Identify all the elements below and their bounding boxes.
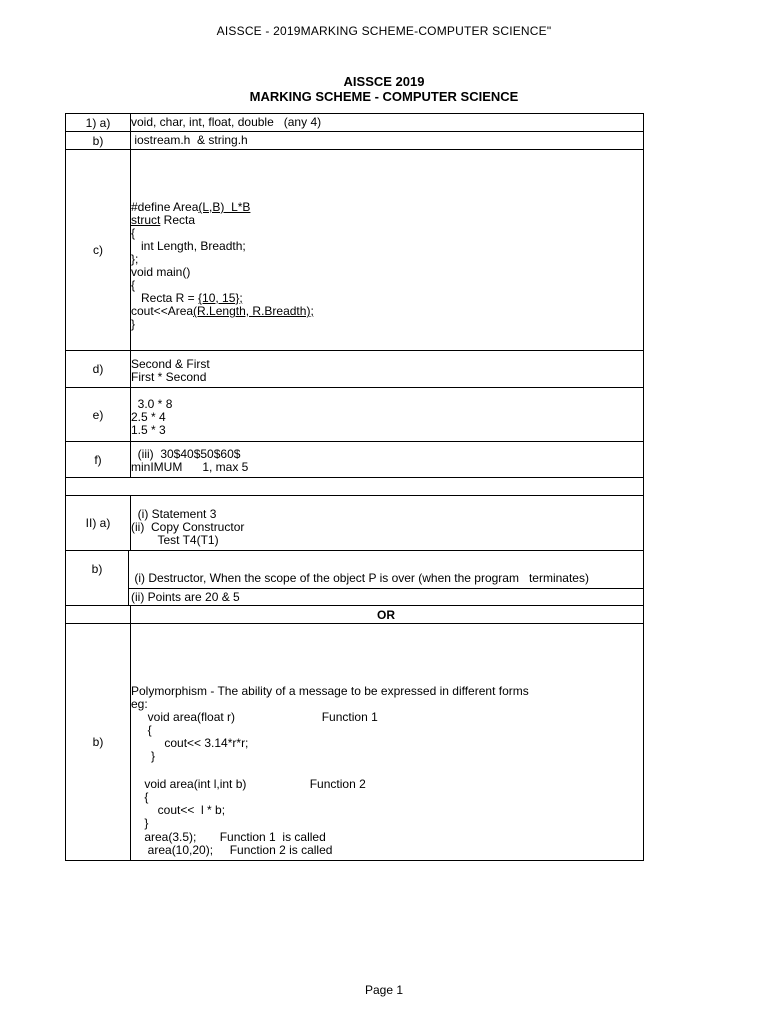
page-number: Page 1 (364, 983, 404, 997)
answer-text: (i) Statement 3 (131, 507, 217, 521)
answer-text: minIMUM 1, max 5 (131, 460, 249, 474)
code-line: area(3.5); Function 1 is called (131, 830, 326, 844)
answer-text: Second & First (131, 357, 210, 371)
page-subtitle: MARKING SCHEME - COMPUTER SCIENCE (249, 89, 519, 104)
question-label: b) (65, 624, 131, 861)
code-line: int Length, Breadth; (131, 239, 246, 253)
code-line: #define Area(L,B) L*B (131, 200, 251, 214)
page-title: AISSCE 2019 (343, 74, 425, 89)
code-line: { (131, 790, 149, 804)
answer-text: (i) Destructor, When the scope of the object P is over (when the program terminates) (131, 571, 589, 585)
question-label: b) (65, 132, 131, 150)
code-line: cout<< l * b; (131, 803, 226, 817)
document-header: AISSCE - 2019MARKING SCHEME-COMPUTER SCIENCE" (216, 24, 552, 38)
question-label: b) (65, 551, 129, 606)
code-line: } (131, 816, 149, 830)
row-2a (65, 496, 644, 551)
question-label: c) (65, 150, 131, 351)
question-label: f) (65, 442, 131, 478)
answer-text: 1.5 * 3 (131, 423, 166, 437)
answer-text: iostream.h & string.h (131, 133, 248, 147)
row-1b (65, 132, 644, 150)
or-row (65, 606, 644, 624)
row-1d (65, 351, 644, 388)
row-2b-or (65, 624, 644, 861)
code-line: cout<< 3.14*r*r; (131, 736, 249, 750)
code-line: { (131, 226, 136, 240)
answer-text: Test T4(T1) (131, 533, 219, 547)
row-1f (65, 442, 644, 478)
code-line: { (131, 723, 152, 737)
question-label: II) a) (65, 496, 131, 551)
question-label: e) (65, 388, 131, 442)
question-label: d) (65, 351, 131, 388)
code-line: cout<<Area(R.Length, R.Breadth); (131, 304, 314, 318)
code-line: area(10,20); Function 2 is called (131, 843, 333, 857)
answer-text: Polymorphism - The ability of a message to be expressed in different forms (131, 684, 529, 698)
code-line: void main() (131, 265, 191, 279)
code-line: }; (131, 252, 139, 266)
code-line: } (131, 749, 156, 763)
answer-text: 3.0 * 8 (131, 397, 173, 411)
answer-text: First * Second (131, 370, 207, 384)
code-line: void area(float r) Function 1 (131, 710, 378, 724)
code-line: Recta R = {10, 15}; (131, 291, 243, 305)
row-1c (65, 150, 644, 351)
row-2b-points (65, 588, 644, 606)
code-line: } (131, 317, 136, 331)
answer-text: void, char, int, float, double (any 4) (131, 115, 322, 129)
code-line: void area(int l,int b) Function 2 (131, 777, 366, 791)
or-label: OR (129, 606, 644, 624)
code-line: { (131, 278, 136, 292)
answer-text: 2.5 * 4 (131, 410, 166, 424)
answer-text: (ii) Copy Constructor (131, 520, 245, 534)
question-label: 1) a) (65, 114, 131, 132)
row-1a (65, 114, 644, 132)
answer-table (65, 113, 644, 857)
answer-text: eg: (131, 697, 148, 711)
row-1e (65, 388, 644, 442)
answer-text: (iii) 30$40$50$60$ (131, 447, 241, 461)
spacer-row (65, 478, 644, 496)
answer-text: (ii) Points are 20 & 5 (131, 590, 240, 604)
code-line: struct Recta (131, 213, 196, 227)
